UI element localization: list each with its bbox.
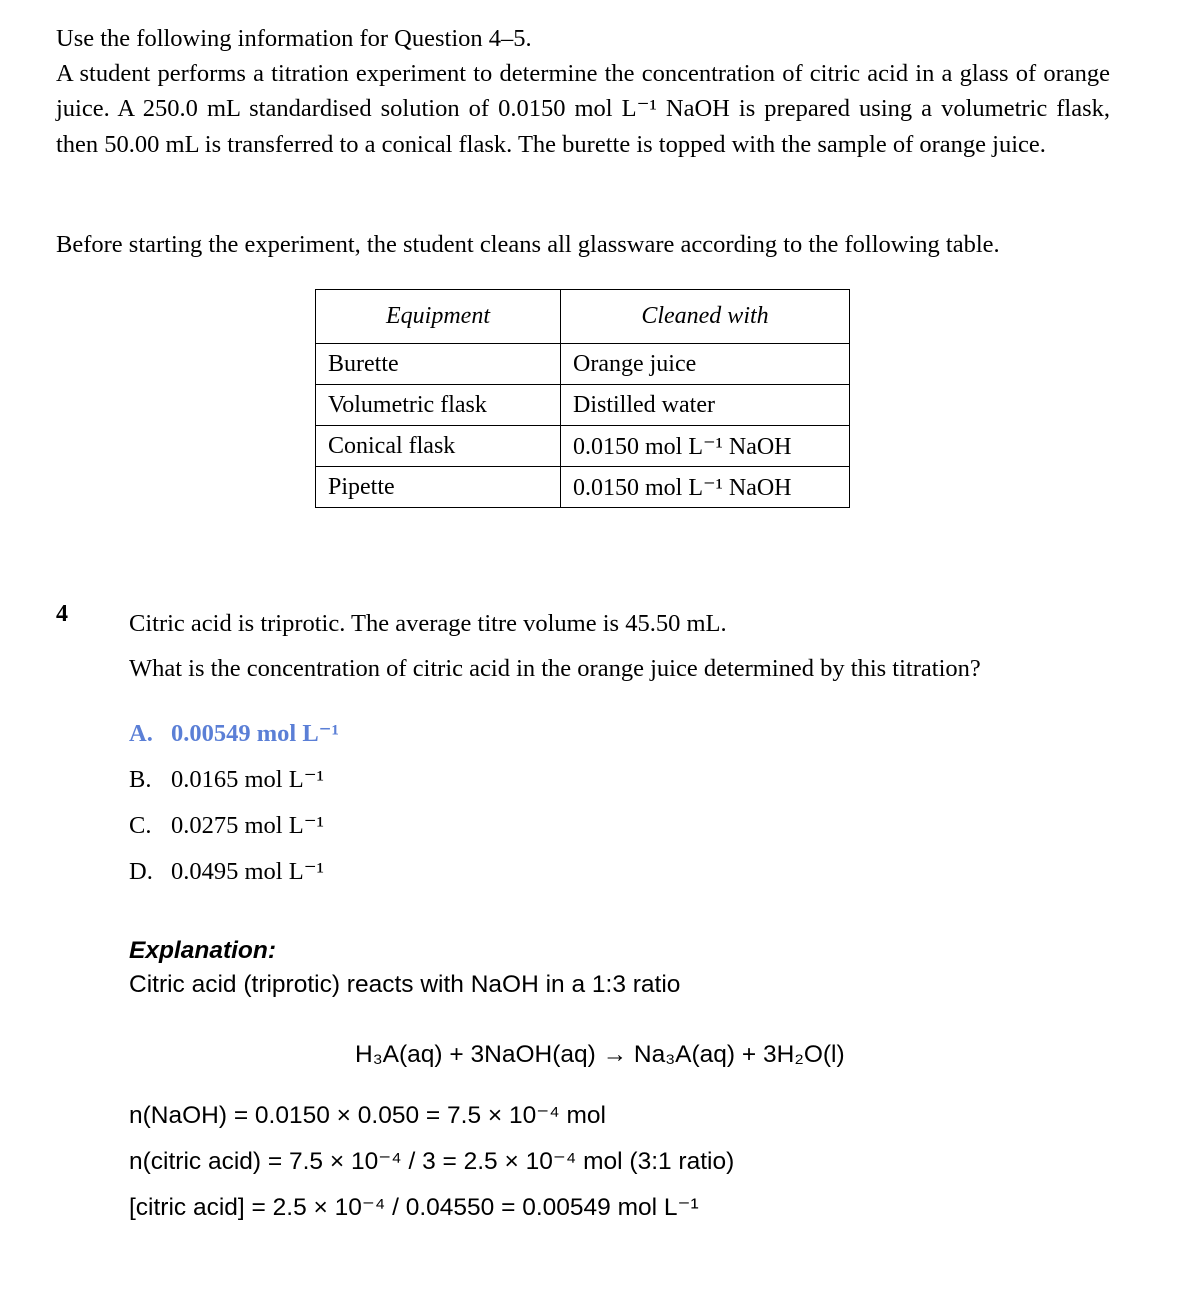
table-row [316,344,850,385]
table-cell: Burette [316,344,561,385]
option-text: 0.0275 mol L⁻¹ [171,812,324,839]
table-cell: Volumetric flask [316,385,561,426]
calc-step: n(citric acid) = 7.5 × 10⁻⁴ / 3 = 2.5 × 10⁻⁴ mol (3:1 ratio) [129,1148,735,1175]
intro-scenario: A student performs a titration experiment to determine the concentration of citric acid in a glass of orange juice. A 250.0 mL standardised solution of 0.0150 mol L⁻¹ NaOH is prepared using a volumetric flask, then 50.00 mL is transferred to a conical flask. The burette is topped with the sample of orange juice. [56,60,1110,158]
calculation-steps [129,1099,734,1237]
option-letter: B. [129,766,152,793]
intro-block [56,21,1110,162]
table-row [316,467,850,508]
option-letter: A. [129,720,153,747]
option-text: 0.0165 mol L⁻¹ [171,766,324,793]
explanation-block [129,934,680,1002]
table-cell: 0.0150 mol L⁻¹ NaOH [561,467,850,508]
reaction-equation: H₃A(aq) + 3NaOH(aq) → Na₃A(aq) + 3H₂O(l) [355,1041,845,1068]
explanation-title: Explanation: [129,937,277,964]
answer-options [129,717,339,901]
option-text: 0.00549 mol L⁻¹ [171,720,339,747]
table-cell: Conical flask [316,426,561,467]
intro-cleaning: Before starting the experiment, the student cleans all glassware according to the following table. [56,231,1000,258]
option-letter: D. [129,858,153,885]
question-number: 4 [56,601,68,627]
calc-step: n(NaOH) = 0.0150 × 0.050 = 7.5 × 10⁻⁴ mol [129,1102,606,1129]
table-header-cleaned-with: Cleaned with [561,290,850,344]
table-cell: Distilled water [561,385,850,426]
option-d[interactable] [129,855,339,901]
question-line-1: Citric acid is triprotic. The average titre volume is 45.50 mL. [129,610,727,637]
option-text: 0.0495 mol L⁻¹ [171,858,324,885]
question-text [129,601,981,691]
option-c[interactable] [129,809,339,855]
option-a[interactable] [129,717,339,763]
option-letter: C. [129,812,152,839]
table-header-equipment: Equipment [316,290,561,344]
explanation-lead: Citric acid (triprotic) reacts with NaOH in a 1:3 ratio [129,971,681,998]
table-cell: 0.0150 mol L⁻¹ NaOH [561,426,850,467]
calc-step: [citric acid] = 2.5 × 10⁻⁴ / 0.04550 = 0.00549 mol L⁻¹ [129,1194,699,1221]
cleaning-table [315,289,850,508]
intro-lead: Use the following information for Question 4–5. [56,25,532,52]
question-line-2: What is the concentration of citric acid in the orange juice determined by this titration? [129,655,981,682]
table-row [316,385,850,426]
table-row [316,426,850,467]
table-header-row [316,290,850,344]
table-cell: Pipette [316,467,561,508]
option-b[interactable] [129,763,339,809]
table-cell: Orange juice [561,344,850,385]
